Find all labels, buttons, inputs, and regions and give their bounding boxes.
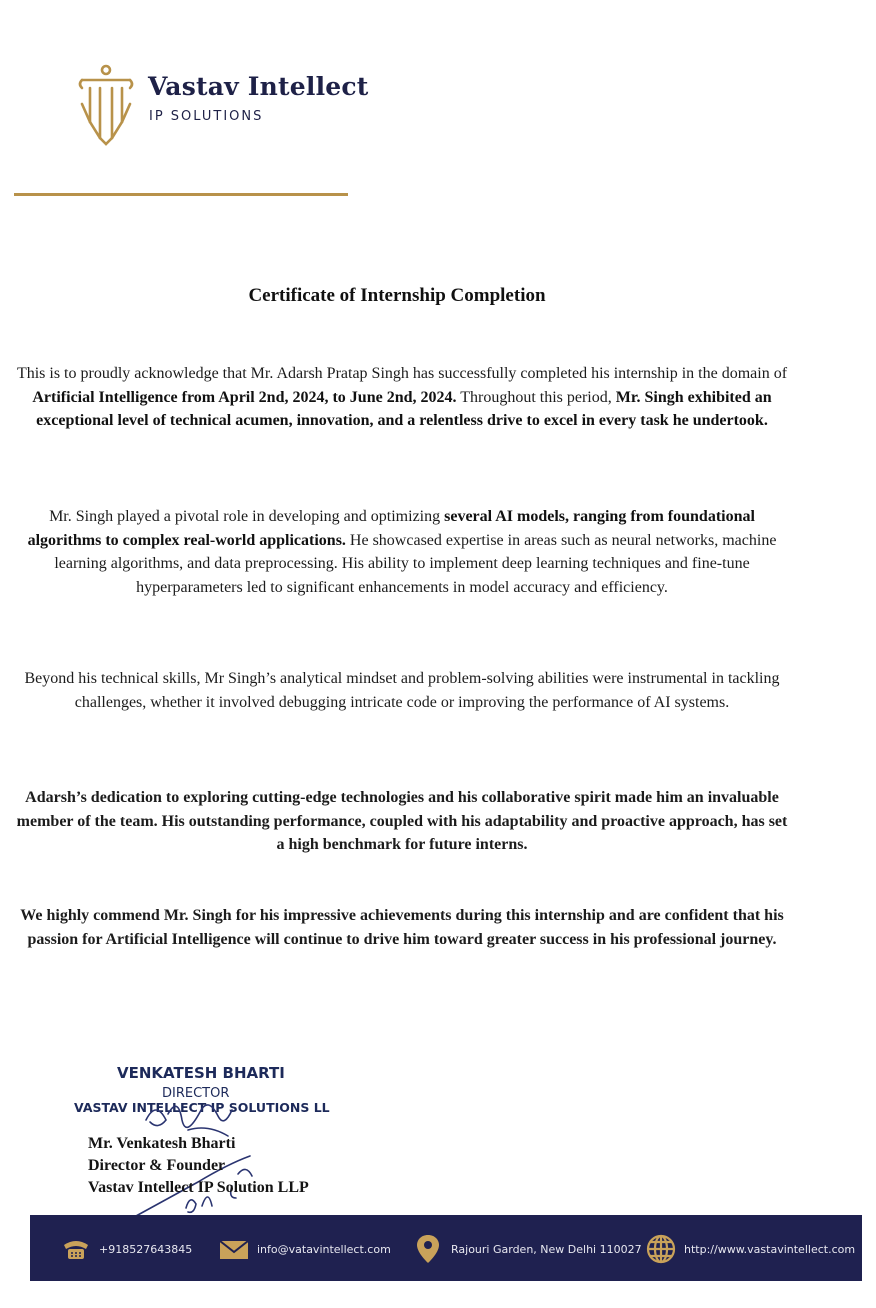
email-icon xyxy=(218,1233,250,1265)
footer-email-text: info@vatavintellect.com xyxy=(257,1242,391,1256)
p1-text-c: Throughout this period, xyxy=(456,388,616,406)
company-subtitle: IP SOLUTIONS xyxy=(149,109,264,124)
footer-website-text: http://www.vastavintellect.com xyxy=(684,1242,856,1256)
footer-address xyxy=(412,1229,642,1269)
p1-text-b: Artificial Intelligence from April 2nd, 2024, to June 2nd, 2024. xyxy=(32,388,457,406)
paragraph-commendation: We highly commend Mr. Singh for his impressive achievements during this internship and are confident that his passion for Artificial Intelligence will continue to drive him toward greater success in his professional journey. xyxy=(20,907,784,948)
stamp-company: VASTAV INTELLECT IP SOLUTIONS LL xyxy=(74,1100,330,1115)
p2-text-a: Mr. Singh played a pivotal role in developing and optimizing xyxy=(49,508,445,525)
paragraph-skills: Beyond his technical skills, Mr Singh’s analytical mindset and problem-solving abilities were instrumental in tackling challenges, whether it involved debugging intricate code or improving the performance of AI systems. xyxy=(24,670,780,711)
p1-text-d: Mr. Singh exhibited an exceptional level of technical acumen, innovation, and a relentless drive to excel in every task he undertook. xyxy=(36,388,772,429)
footer-address-text: Rajouri Garden, New Delhi 110027 xyxy=(451,1242,642,1256)
p1-text-a: This is to proudly acknowledge that Mr. Adarsh Pratap Singh has successfully completed his internship in the domain of xyxy=(16,365,788,382)
signatory-company: Vastav Intellect IP Solution LLP xyxy=(88,1179,309,1196)
footer-website xyxy=(645,1229,855,1269)
company-logo xyxy=(76,64,376,154)
location-pin-icon xyxy=(412,1233,444,1265)
certificate-title: Certificate of Internship Completion xyxy=(248,285,546,306)
signatory-block xyxy=(88,1133,309,1199)
header-divider xyxy=(14,193,348,196)
signatory-name: Mr. Venkatesh Bharti xyxy=(88,1135,236,1152)
paragraph-contributions xyxy=(14,505,790,599)
contact-footer xyxy=(30,1215,862,1281)
phone-icon xyxy=(60,1233,92,1265)
p2-text-c: He showcased expertise in areas such as neural networks, machine learning algorithms, and data preprocessing. His ability to implement deep learning techniques and fine-tune hyperparameters led to significant enhancements in model accuracy and efficiency. xyxy=(54,531,777,596)
stamp-name: VENKATESH BHARTI xyxy=(117,1064,285,1082)
paragraph-dedication: Adarsh’s dedication to exploring cutting-edge technologies and his collaborative spirit made him an invaluable member of the team. His outstanding performance, coupled with his adaptability and proactive approach, has set a high benchmark for future interns. xyxy=(16,789,788,853)
footer-email xyxy=(218,1229,391,1269)
stamp-title: DIRECTOR xyxy=(162,1086,230,1101)
signatory-role: Director & Founder xyxy=(88,1157,226,1174)
globe-icon xyxy=(645,1233,677,1265)
paragraph-intro xyxy=(14,362,790,433)
p2-text-b: several AI models, ranging from foundational algorithms to complex real-world applications. xyxy=(27,508,755,549)
logo-mark-icon xyxy=(76,64,136,148)
company-name: Vastav Intellect xyxy=(148,72,369,101)
footer-phone xyxy=(60,1229,192,1269)
footer-phone-text: +918527643845 xyxy=(99,1242,193,1256)
